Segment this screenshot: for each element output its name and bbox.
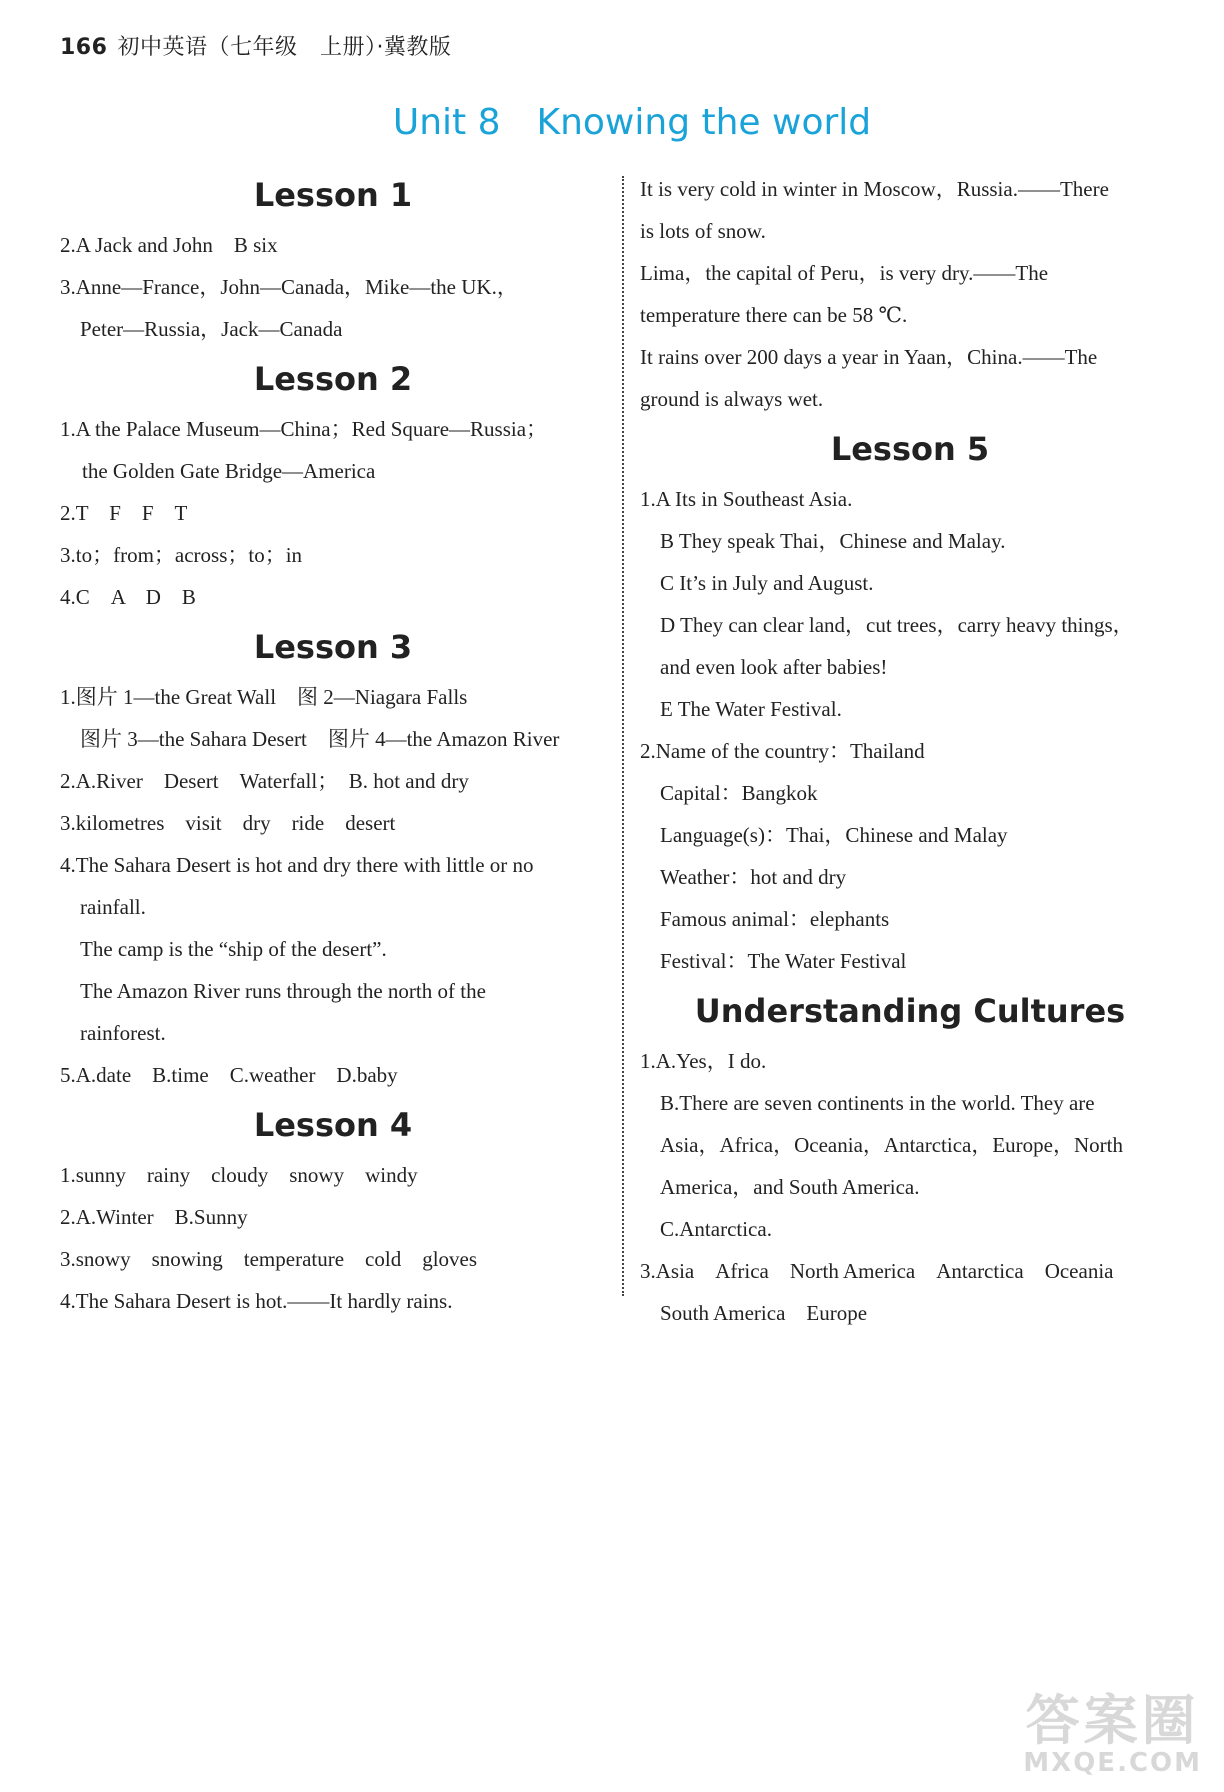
- lesson-4-answer: temperature there can be 58 ℃.: [640, 303, 908, 327]
- lesson-4-answer: 4.The Sahara Desert is hot.——It hardly rains.: [60, 1289, 453, 1313]
- page-number: 166: [60, 35, 108, 60]
- lesson-5-answer: 1.A Its in Southeast Asia.: [640, 487, 853, 511]
- cultures-answer: South America Europe: [660, 1301, 868, 1325]
- lesson-2-answer: 4.C A D B: [60, 585, 196, 609]
- watermark-logo: [1023, 1689, 1202, 1778]
- cultures-answer: B.There are seven continents in the world. They are: [660, 1091, 1095, 1115]
- lesson-5-answer: Famous animal：elephants: [660, 907, 890, 931]
- lesson-5-answer: C It’s in July and August.: [660, 571, 874, 595]
- lesson-1-answer: 2.A Jack and John B six: [60, 233, 278, 257]
- lesson-4-answer: It is very cold in winter in Moscow，Russia.——There: [640, 177, 1109, 201]
- lesson-5-answer: D They can clear land，cut trees，carry heavy things，: [660, 613, 1134, 637]
- cultures-answer: 1.A.Yes，I do.: [640, 1049, 767, 1073]
- lesson-5-answer: B They speak Thai，Chinese and Malay.: [660, 529, 1006, 553]
- lesson-4-answer: 3.snowy snowing temperature cold gloves: [60, 1247, 478, 1271]
- right-column: [640, 168, 1180, 1334]
- lesson-4-answer: It rains over 200 days a year in Yaan，China.——The: [640, 345, 1098, 369]
- lesson-5-heading: Lesson 5: [830, 430, 990, 468]
- lesson-3-heading: Lesson 3: [253, 628, 413, 666]
- lesson-4-answer: ground is always wet.: [640, 387, 824, 411]
- lesson-4-answer: 2.A.Winter B.Sunny: [60, 1205, 248, 1229]
- lesson-5-answer: 2.Name of the country：Thailand: [640, 739, 925, 763]
- lesson-3-answer: 4.The Sahara Desert is hot and dry there with little or no: [60, 853, 534, 877]
- lesson-4-answer: 1.sunny rainy cloudy snowy windy: [60, 1163, 418, 1187]
- lesson-2-answer: 2.T F F T: [60, 501, 188, 525]
- lesson-5-answer: Weather：hot and dry: [660, 865, 847, 889]
- column-divider: [622, 176, 624, 1296]
- lesson-3-answer: 3.kilometres visit dry ride desert: [60, 811, 396, 835]
- lesson-5-answer: Language(s)：Thai，Chinese and Malay: [660, 823, 1008, 847]
- lesson-2-answer: the Golden Gate Bridge—America: [82, 459, 376, 483]
- lesson-1-answer: 3.Anne—France，John—Canada，Mike—the UK.，: [60, 275, 518, 299]
- lesson-3-answer: 图片 3—the Sahara Desert 图片 4—the Amazon River: [80, 727, 560, 751]
- lesson-5-answer: E The Water Festival.: [660, 697, 842, 721]
- cultures-answer: 3.Asia Africa North America Antarctica Oceania: [640, 1259, 1114, 1283]
- unit-title: [0, 102, 1224, 143]
- lesson-3-answer: rainforest.: [80, 1021, 166, 1045]
- lesson-2-heading: Lesson 2: [253, 360, 413, 398]
- lesson-3-answer: 1.图片 1—the Great Wall 图 2—Niagara Falls: [60, 685, 468, 709]
- lesson-2-answer: 1.A the Palace Museum—China；Red Square—Russia；: [60, 417, 548, 441]
- lesson-4-answer: Lima，the capital of Peru，is very dry.——The: [640, 261, 1049, 285]
- lesson-5-answer: Festival：The Water Festival: [660, 949, 907, 973]
- lesson-1-answer: Peter—Russia，Jack—Canada: [80, 317, 343, 341]
- watermark-url: MXQE.COM: [1023, 1748, 1202, 1778]
- watermark-text: 答案圈: [1025, 1689, 1200, 1752]
- lesson-4-heading: Lesson 4: [253, 1106, 413, 1144]
- book-title: 初中英语（七年级 上册）·冀教版: [117, 35, 452, 60]
- lesson-3-answer: The camp is the “ship of the desert”.: [80, 937, 387, 961]
- lesson-5-answer: Capital：Bangkok: [660, 781, 818, 805]
- lesson-3-answer: 5.A.date B.time C.weather D.baby: [60, 1063, 398, 1087]
- lesson-3-answer: rainfall.: [80, 895, 146, 919]
- lesson-3-answer: The Amazon River runs through the north of the: [80, 979, 486, 1003]
- unit-name: Knowing the world: [536, 102, 872, 143]
- lesson-4-answer: is lots of snow.: [640, 219, 766, 243]
- cultures-answer: Asia，Africa，Oceania，Antarctica，Europe，North: [660, 1133, 1123, 1157]
- page-header: [60, 30, 451, 61]
- cultures-answer: America，and South America.: [660, 1175, 920, 1199]
- lesson-2-answer: 3.to；from；across；to；in: [60, 543, 303, 567]
- left-column: [60, 166, 606, 1322]
- lesson-1-heading: Lesson 1: [253, 176, 413, 214]
- understanding-cultures-heading: Understanding Cultures: [694, 992, 1126, 1030]
- lesson-3-answer: 2.A.River Desert Waterfall； B. hot and dry: [60, 769, 469, 793]
- cultures-answer: C.Antarctica.: [660, 1217, 772, 1241]
- lesson-5-answer: and even look after babies!: [660, 655, 888, 679]
- unit-label: Unit 8: [392, 102, 501, 143]
